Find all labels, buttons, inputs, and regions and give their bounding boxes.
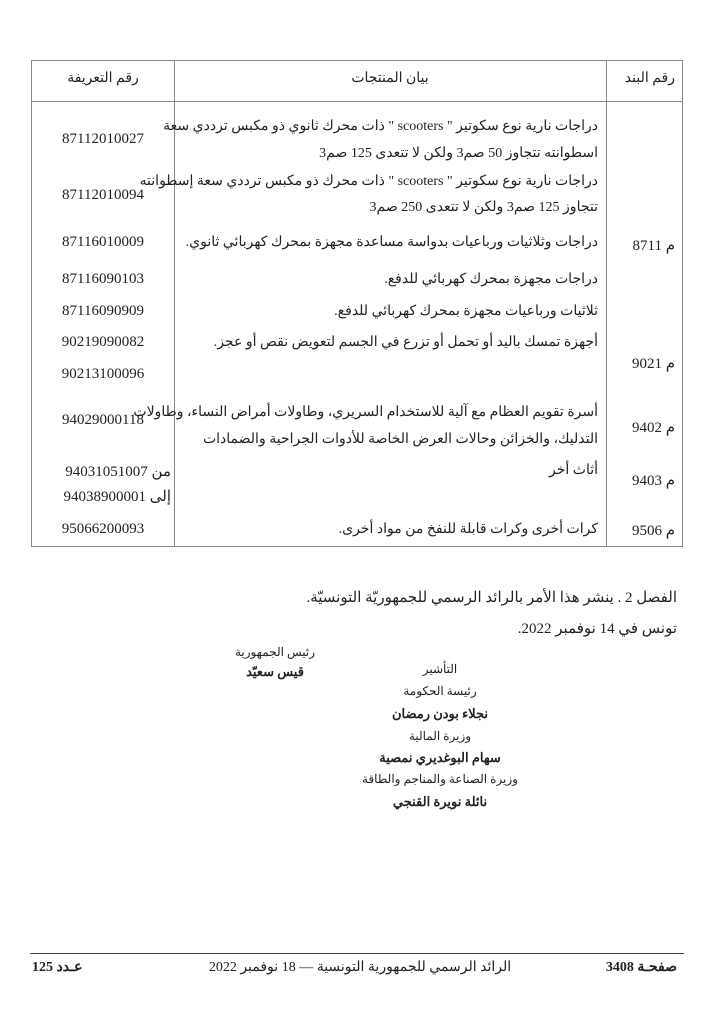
industry-minister-name: نائلة نويرة القنجي bbox=[392, 794, 488, 809]
header-item-number: رقم البند bbox=[624, 71, 675, 86]
description-line: دراجات نارية نوع سكوتير " scooters " ذات محرك ثانوي ذو مكبس ترددي سعة bbox=[163, 119, 598, 134]
tariff-code: 95066200093 bbox=[61, 521, 145, 537]
issue-number: عـدد 125 bbox=[32, 960, 83, 975]
description-line: أسرة تقويم العظام مع آلية للاستخدام السريري، وطاولات أمراض النساء، وطاولات bbox=[133, 405, 598, 420]
tariff-code: 87116090103 bbox=[62, 271, 144, 287]
description-line: دراجات نارية نوع سكوتير " scooters " ذات محرك ذو مكبس ترددي سعة إسطوانته bbox=[139, 174, 598, 189]
description-line: تتجاوز 125 صم3 ولكن لا تتعدى 250 صم3 bbox=[369, 200, 598, 215]
description-line: اسطوانته تتجاوز 50 صم3 ولكن لا تتعدى 125 صم3 bbox=[319, 146, 598, 161]
pm-name: نجلاء بودن رمضان bbox=[391, 706, 489, 721]
item-number: م 8711 bbox=[632, 238, 675, 254]
description-line: ثلاثيات ورباعيات مجهزة بمحرك كهربائي للدفع. bbox=[334, 304, 598, 319]
tariff-code: 87112010094 bbox=[62, 187, 144, 203]
tariff-code: 90219090082 bbox=[61, 334, 145, 350]
tariff-code: 87116010009 bbox=[62, 234, 144, 250]
president-title: رئيس الجمهورية bbox=[234, 645, 316, 659]
description-line: أثاث أخر bbox=[549, 463, 598, 478]
header-divider bbox=[32, 101, 682, 102]
description-line: دراجات مجهزة بمحرك كهربائي للدفع. bbox=[384, 272, 598, 287]
description-line: كرات أخرى وكرات قابلة للنفخ من مواد أخرى. bbox=[338, 522, 598, 537]
header-tariff-number: رقم التعريفة bbox=[67, 71, 139, 86]
chapter-2-text: الفصل 2 . ينشر هذا الأمر بالرائد الرسمي للجمهوريّة التونسيّة. bbox=[306, 590, 677, 606]
tariff-code: 90213100096 bbox=[61, 366, 145, 382]
countersign-label: التأشير bbox=[422, 662, 458, 676]
item-number: م 9403 bbox=[631, 473, 675, 489]
column-divider bbox=[606, 61, 607, 546]
industry-minister-title: وزيرة الصناعة والمناجم والطاقة bbox=[362, 772, 518, 786]
signing-date: تونس في 14 نوفمبر 2022. bbox=[517, 621, 677, 637]
item-number: م 9402 bbox=[631, 420, 675, 436]
description-line: دراجات وثلاثيات ورباعيات بدواسة مساعدة مجهزة بمحرك كهربائي ثانوي. bbox=[185, 235, 598, 250]
item-number: م 9021 bbox=[631, 356, 675, 372]
item-number: م 9506 bbox=[631, 523, 675, 539]
tariff-code-range-to: إلى 94038900001 bbox=[63, 489, 171, 505]
tariff-code: 87112010027 bbox=[62, 131, 144, 147]
description-line: أجهزة تمسك باليد أو تحمل أو تزرع في الجسم لتعويض نقص أو عجز. bbox=[213, 335, 598, 350]
finance-minister-title: وزيرة المالية bbox=[408, 729, 472, 743]
tariff-code: 87116090909 bbox=[62, 303, 144, 319]
president-name: قيس سعيّد bbox=[246, 664, 304, 679]
pm-title: رئيسة الحكومة bbox=[403, 684, 477, 698]
finance-minister-name: سهام البوغديري نمصية bbox=[379, 750, 501, 765]
tariff-code: 94029000118 bbox=[62, 412, 144, 428]
journal-title: الرائد الرسمي للجمهورية التونسية — 18 نوفمبر 2022 bbox=[208, 960, 512, 975]
page-number: صفحـة 3408 bbox=[605, 960, 677, 975]
tariff-code-range-from: من 94031051007 bbox=[65, 464, 171, 480]
description-line: التدليك، والخزائن وحالات العرض الخاصة للأدوات الجراحية والضمادات bbox=[202, 432, 598, 447]
footer-divider bbox=[30, 953, 684, 954]
header-description: بيان المنتجات bbox=[351, 71, 429, 86]
